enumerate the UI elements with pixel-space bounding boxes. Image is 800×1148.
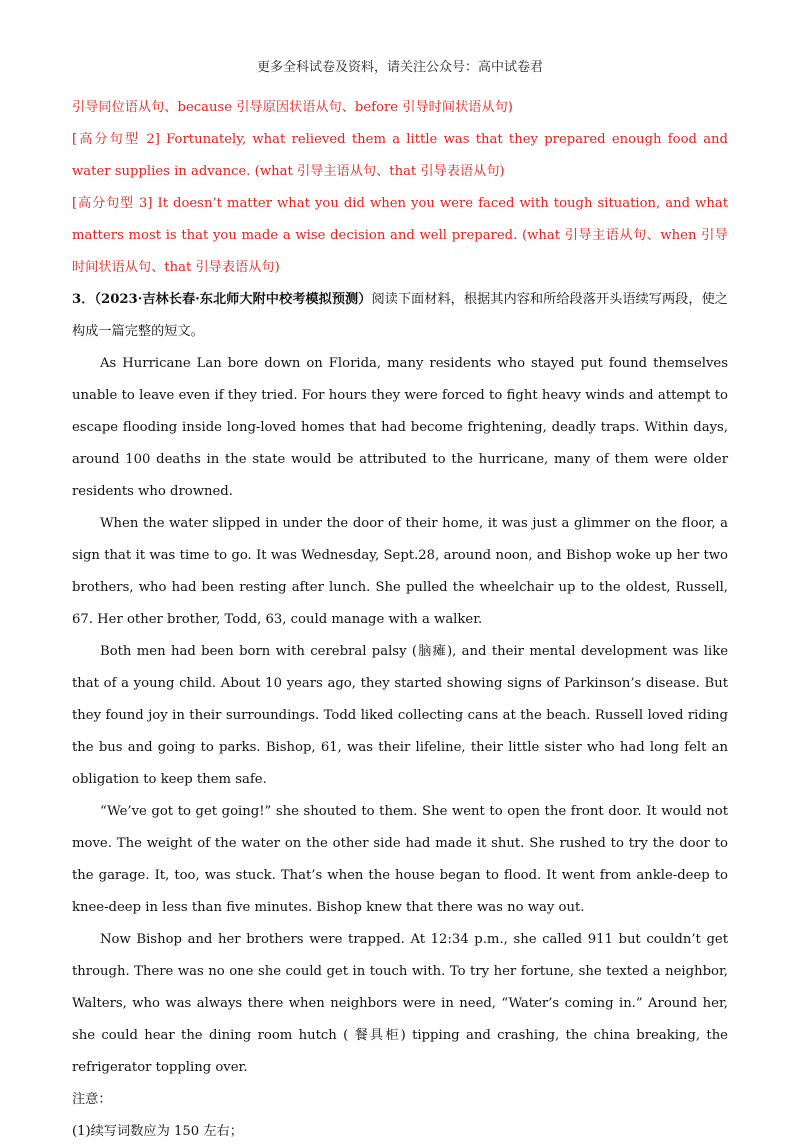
passage-paragraph-5: Now Bishop and her brothers were trapped. At 12:34 p.m., she called 911 but couldn’t get through. There was no one she could get in touch with. To try her fortune, she texted a neighbor, Walters, who was always there when neighbors were in need, “Water’s coming in.” Around her, she could hear the dining room hutch ( 餐具柜) tipping and crashing, the china breaking, the refrigerator toppling over. — [72, 932, 728, 1075]
page-header: 更多全科试卷及资料，请关注公众号：高中试卷君 — [256, 60, 543, 75]
red-annotation-line-2: [高分句型 2] Fortunately, what relieved them a little was that they prepared enough food and water supplies in advance. (what 引导主语从句、that 引导表语从句) — [72, 132, 728, 179]
passage-paragraph-1: As Hurricane Lan bore down on Florida, many residents who stayed put found themselves unable to leave even if they tried. For hours they were forced to fight heavy winds and attempt to escape flooding inside long-loved homes that had become frightening, deadly traps. Within days, around 100 deaths in the state would be attributed to the hurricane, many of them were older residents who drowned. — [72, 356, 728, 499]
question-instruction: 阅读下面材料，根据其内容和所给段落开头语续写两段，使之构成一篇完整的短文。 — [72, 292, 728, 339]
red-annotation-line-3: [高分句型 3] It doesn’t matter what you did when you were faced with tough situation, and what matters most is that you made a wise decision and well prepared. (what 引导主语从句、when 引导时间状语从句、that 引导表语从句) — [72, 196, 728, 275]
question-number: 3． — [72, 292, 95, 307]
notes-title: 注意： — [72, 1092, 112, 1107]
passage-paragraph-4: “We’ve got to get going!” she shouted to them. She went to open the front door. It would not move. The weight of the water on the other side had made it shut. She rushed to try the door to the garage. It, too, was stuck. That’s when the house began to flood. It went from ankle-deep to knee-deep in less than five minutes. Bishop knew that there was no way out. — [72, 804, 728, 915]
question-source: （2023·吉林长春·东北师大附中校考模拟预测） — [94, 292, 372, 307]
red-annotation-line-1: 引导同位语从句、because 引导原因状语从句、before 引导时间状语从句) — [72, 100, 513, 115]
passage-paragraph-2: When the water slipped in under the door of their home, it was just a glimmer on the floor, a sign that it was time to go. It was Wednesday, Sept.28, around noon, and Bishop woke up her two brothers, who had been resting after lunch. She pulled the wheelchair up to the oldest, Russell, 67. Her other brother, Todd, 63, could manage with a walker. — [72, 516, 728, 627]
notes-item-1: (1)续写词数应为 150 左右； — [72, 1124, 243, 1139]
document-body — [72, 92, 728, 1148]
passage-paragraph-3: Both men had been born with cerebral palsy (脑瘫), and their mental development was like that of a young child. About 10 years ago, they started showing signs of Parkinson’s disease. But they found joy in their surroundings. Todd liked collecting cans at the beach. Russell loved riding the bus and going to parks. Bishop, 61, was their lifeline, their little sister who had long felt an obligation to keep them safe. — [72, 644, 728, 787]
question-heading — [72, 284, 728, 348]
